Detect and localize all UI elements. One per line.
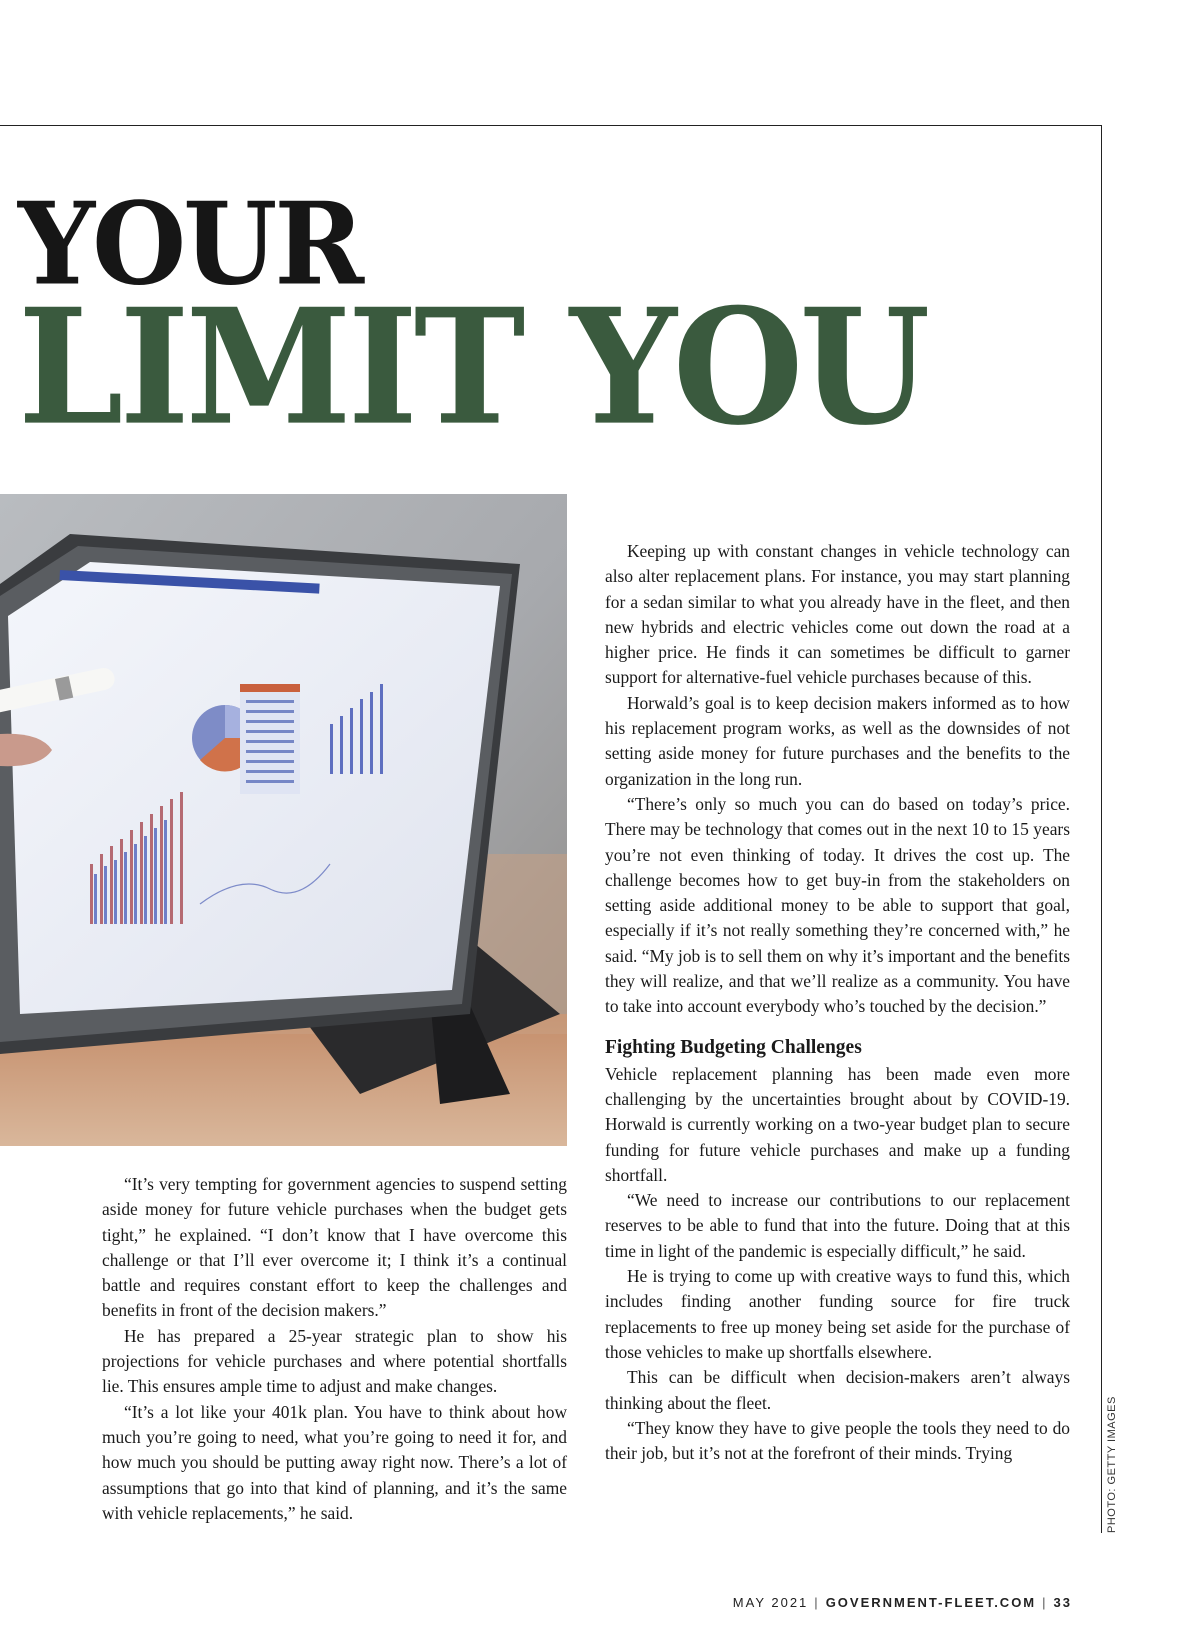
footer-divider: |	[814, 1595, 820, 1610]
body-paragraph: This can be difficult when decision-makers aren’t always thinking about the fleet.	[605, 1367, 1070, 1413]
body-paragraph: Horwald’s goal is to keep decision makers informed as to how his replacement program works, as well as the downsides of not setting aside money for future purchases and the benefits to the organization in the long run.	[605, 692, 1070, 789]
frame-top-rule	[0, 125, 1102, 126]
right-text-column	[605, 539, 1070, 1466]
frame-right-rule	[1101, 125, 1102, 1533]
section-subhead: Fighting Budgeting Challenges	[605, 1036, 862, 1058]
photo-credit: PHOTO: GETTY IMAGES	[1106, 1396, 1118, 1533]
body-paragraph: He is trying to come up with creative ways to fund this, which includes finding another funding source for fire truck replacements to free up money being set aside for the purchase of those vehicles to make up shortfalls elsewhere.	[605, 1266, 1070, 1362]
body-paragraph: “It’s very tempting for government agencies to suspend setting aside money for future vehicle purchases when the budget gets tight,” he explained. “I don’t know that I have overcome this challenge or that I’ll ever overcome it; I think it’s a continual battle and requires constant effort to keep the challenges and benefits in front of the decision makers.”	[102, 1174, 567, 1321]
headline-line-1: YOUR	[18, 178, 362, 311]
body-paragraph: “There’s only so much you can do based on today’s price. There may be technology that comes out in the next 10 to 15 years you’re not even thinking of today. It drives the cost up. The challenge becomes how to get buy-in from the stakeholders on setting aside additional money to be able to support that goal, especially if it’s not really something they’re concerned with,” he said. “My job is to sell them on why it’s important and the benefits they will realize, and that we’ll realize as a community. You have to take into account everybody who’s touched by the decision.”	[605, 793, 1070, 1017]
tablet-chart-photo	[0, 494, 567, 1146]
body-paragraph: “They know they have to give people the tools they need to do their job, but it’s not at the forefront of their minds. Trying	[605, 1417, 1070, 1464]
footer-divider: |	[1042, 1595, 1048, 1610]
page-footer	[733, 1595, 1072, 1610]
footer-date: MAY 2021	[732, 1595, 809, 1610]
page-number: 33	[1053, 1595, 1072, 1610]
body-paragraph: “It’s a lot like your 401k plan. You have to think about how much you’re going to need, what you’re going to need it for, and how much you should be putting away right now. There’s a lot of assumptions that go into that kind of planning, and it’s the same with vehicle replacements,” he said.	[102, 1401, 567, 1523]
body-paragraph: “We need to increase our contributions to our replacement reserves to be able to fund that into the future. Doing that at this time in light of the pandemic is especially difficult,” he said.	[605, 1190, 1070, 1261]
left-text-column	[102, 1172, 567, 1526]
body-paragraph: Vehicle replacement planning has been made even more challenging by the uncertainties brought about by COVID-19. Horwald is currently working on a two-year budget plan to secure funding for future vehicle purchases and make up a funding shortfall.	[605, 1063, 1070, 1185]
body-paragraph: He has prepared a 25-year strategic plan to show his projections for vehicle purchases and where potential shortfalls lie. This ensures ample time to adjust and make changes.	[102, 1325, 567, 1397]
headline-line-2: LIMIT YOU	[18, 274, 927, 461]
body-paragraph: Keeping up with constant changes in vehicle technology can also alter replacement plans. For instance, you may start planning for a sedan similar to what you already have in the fleet, and then new hybrids and electric vehicles come out down the road at a higher price. He finds it can sometimes be difficult to garner support for alternative-fuel vehicle purchases because of this.	[605, 541, 1070, 688]
footer-publication: GOVERNMENT-FLEET.COM	[825, 1595, 1037, 1610]
